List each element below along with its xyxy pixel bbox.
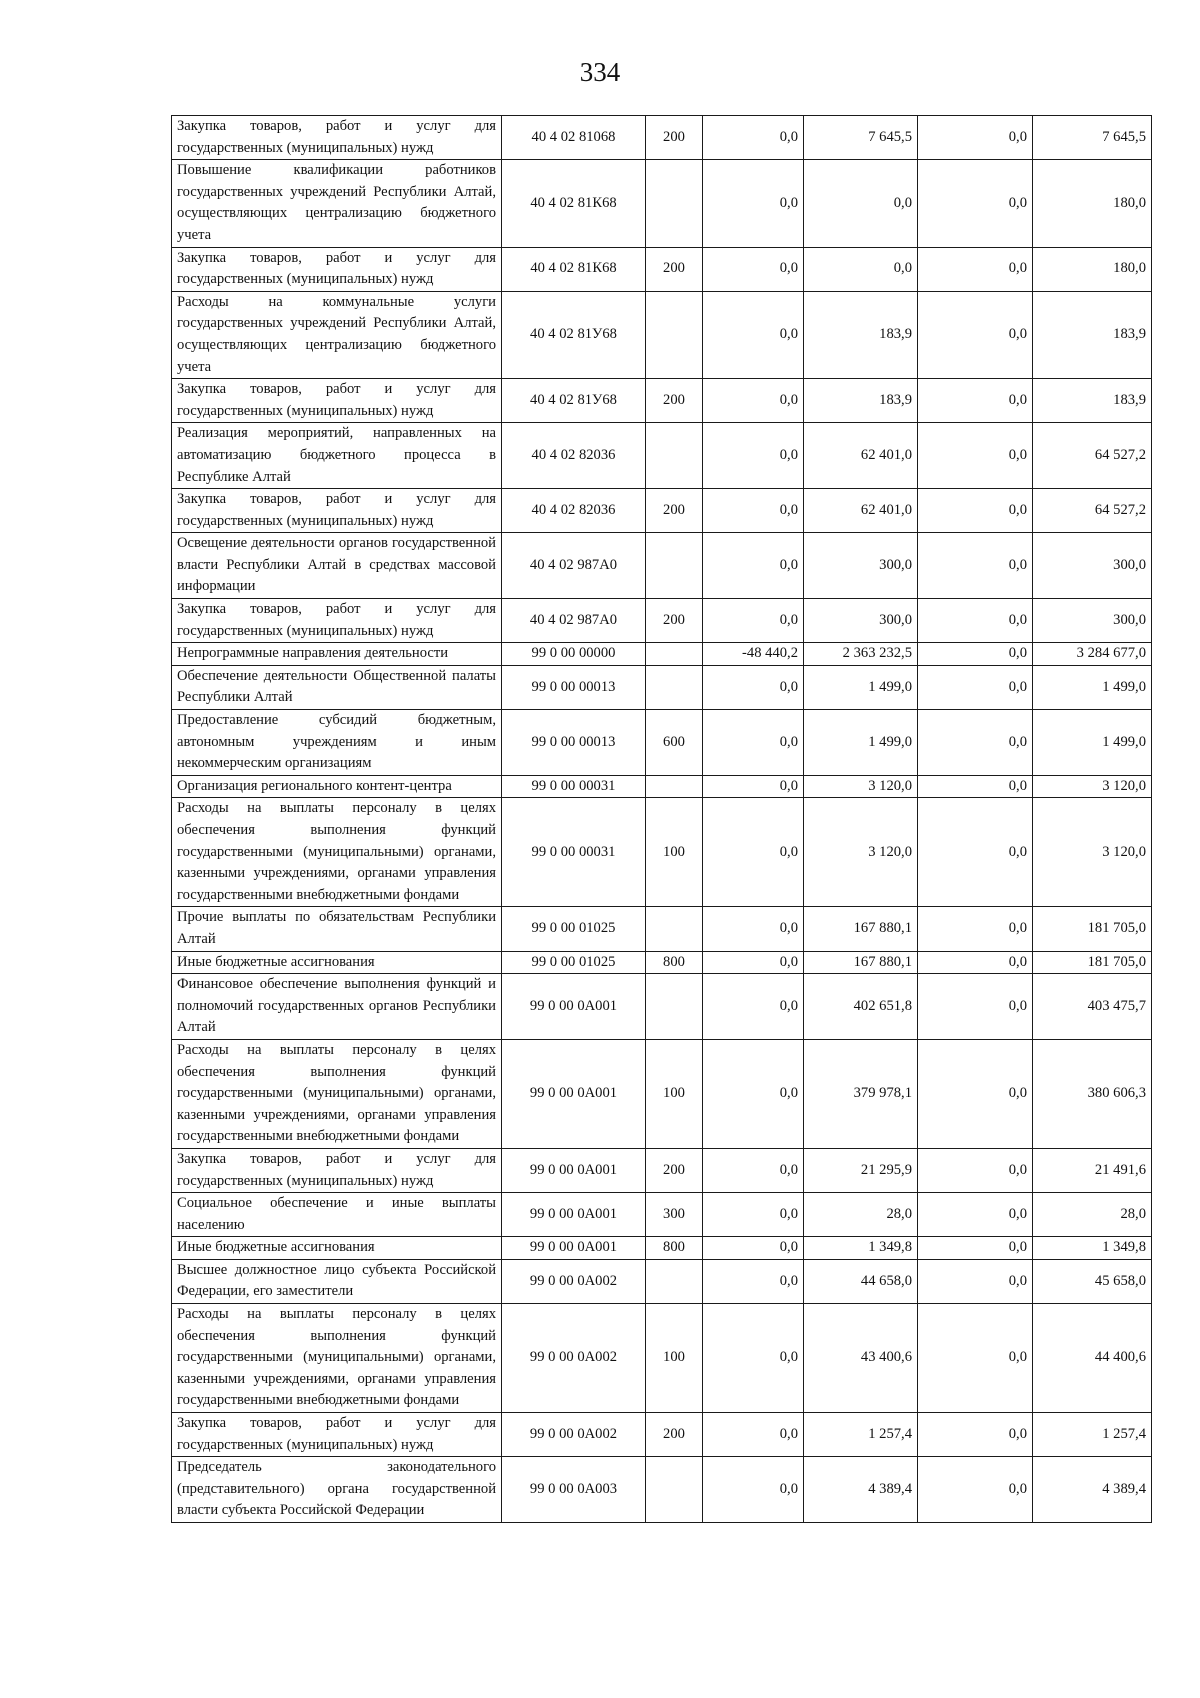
table-row — [172, 1148, 1152, 1192]
row-amount-4-cell: 1 499,0 — [1033, 665, 1152, 709]
row-code-cell: 99 0 00 00013 — [502, 665, 646, 709]
row-amount-2-cell: 3 120,0 — [804, 775, 918, 798]
row-amount-4-cell: 44 400,6 — [1033, 1304, 1152, 1413]
row-amount-4-cell: 183,9 — [1033, 379, 1152, 423]
table-row — [172, 116, 1152, 160]
row-name-cell: Расходы на выплаты персоналу в целях обеспечения выполнения функций государственными (муниципальными) органами, казенными учреждениями, органами управления государственными внебюджетными фондами — [172, 1304, 502, 1413]
row-amount-4-cell: 45 658,0 — [1033, 1259, 1152, 1303]
row-code-cell: 99 0 00 0А002 — [502, 1304, 646, 1413]
budget-table — [171, 115, 1152, 1523]
row-expense-type-cell: 200 — [646, 1148, 703, 1192]
row-code-cell: 99 0 00 0А003 — [502, 1457, 646, 1523]
row-expense-type-cell: 600 — [646, 710, 703, 776]
row-amount-1-cell: 0,0 — [703, 423, 804, 489]
row-amount-1-cell: 0,0 — [703, 379, 804, 423]
row-amount-3-cell: 0,0 — [918, 116, 1033, 160]
row-amount-2-cell: 1 499,0 — [804, 665, 918, 709]
row-amount-3-cell: 0,0 — [918, 1304, 1033, 1413]
row-expense-type-cell: 200 — [646, 116, 703, 160]
row-code-cell: 40 4 02 81У68 — [502, 379, 646, 423]
row-amount-1-cell: 0,0 — [703, 160, 804, 247]
table-row — [172, 489, 1152, 533]
row-amount-3-cell: 0,0 — [918, 247, 1033, 291]
table-row — [172, 379, 1152, 423]
table-row — [172, 974, 1152, 1040]
row-amount-1-cell: 0,0 — [703, 710, 804, 776]
row-code-cell: 40 4 02 82036 — [502, 489, 646, 533]
row-expense-type-cell — [646, 533, 703, 599]
row-code-cell: 40 4 02 987А0 — [502, 599, 646, 643]
row-amount-4-cell: 380 606,3 — [1033, 1039, 1152, 1148]
table-row — [172, 160, 1152, 247]
row-expense-type-cell: 200 — [646, 1413, 703, 1457]
row-name-cell: Председатель законодательного (представительного) органа государственной власти субъекта Российской Федерации — [172, 1457, 502, 1523]
table-row — [172, 1193, 1152, 1237]
table-row — [172, 907, 1152, 951]
row-amount-2-cell: 43 400,6 — [804, 1304, 918, 1413]
row-expense-type-cell: 200 — [646, 247, 703, 291]
row-amount-4-cell: 3 120,0 — [1033, 798, 1152, 907]
row-amount-3-cell: 0,0 — [918, 775, 1033, 798]
row-name-cell: Освещение деятельности органов государственной власти Республики Алтай в средствах массовой информации — [172, 533, 502, 599]
row-amount-2-cell: 402 651,8 — [804, 974, 918, 1040]
row-amount-4-cell: 180,0 — [1033, 247, 1152, 291]
row-amount-2-cell: 7 645,5 — [804, 116, 918, 160]
row-amount-1-cell: 0,0 — [703, 951, 804, 974]
row-amount-4-cell: 1 499,0 — [1033, 710, 1152, 776]
row-code-cell: 40 4 02 81К68 — [502, 160, 646, 247]
row-amount-2-cell: 44 658,0 — [804, 1259, 918, 1303]
row-amount-1-cell: 0,0 — [703, 665, 804, 709]
row-amount-4-cell: 28,0 — [1033, 1193, 1152, 1237]
row-amount-3-cell: 0,0 — [918, 798, 1033, 907]
row-name-cell: Реализация мероприятий, направленных на автоматизацию бюджетного процесса в Республике Алтай — [172, 423, 502, 489]
row-code-cell: 99 0 00 00031 — [502, 798, 646, 907]
table-row — [172, 423, 1152, 489]
table-row — [172, 775, 1152, 798]
row-amount-3-cell: 0,0 — [918, 489, 1033, 533]
row-amount-3-cell: 0,0 — [918, 1237, 1033, 1260]
row-expense-type-cell — [646, 291, 703, 378]
row-amount-3-cell: 0,0 — [918, 599, 1033, 643]
table-row — [172, 1237, 1152, 1260]
row-amount-4-cell: 180,0 — [1033, 160, 1152, 247]
row-name-cell: Высшее должностное лицо субъекта Российской Федерации, его заместители — [172, 1259, 502, 1303]
row-name-cell: Прочие выплаты по обязательствам Республики Алтай — [172, 907, 502, 951]
table-row — [172, 1259, 1152, 1303]
row-code-cell: 99 0 00 0А001 — [502, 1237, 646, 1260]
row-amount-1-cell: 0,0 — [703, 1413, 804, 1457]
table-row — [172, 1039, 1152, 1148]
row-amount-1-cell: 0,0 — [703, 247, 804, 291]
row-name-cell: Закупка товаров, работ и услуг для государственных (муниципальных) нужд — [172, 489, 502, 533]
table-row — [172, 533, 1152, 599]
row-code-cell: 99 0 00 01025 — [502, 951, 646, 974]
row-name-cell: Закупка товаров, работ и услуг для государственных (муниципальных) нужд — [172, 379, 502, 423]
row-amount-1-cell: 0,0 — [703, 1039, 804, 1148]
row-amount-4-cell: 1 349,8 — [1033, 1237, 1152, 1260]
table-row — [172, 798, 1152, 907]
row-name-cell: Организация регионального контент-центра — [172, 775, 502, 798]
row-amount-2-cell: 4 389,4 — [804, 1457, 918, 1523]
row-name-cell: Расходы на выплаты персоналу в целях обеспечения выполнения функций государственными (муниципальными) органами, казенными учреждениями, органами управления государственными внебюджетными фондами — [172, 798, 502, 907]
row-amount-3-cell: 0,0 — [918, 533, 1033, 599]
row-amount-1-cell: 0,0 — [703, 775, 804, 798]
row-amount-4-cell: 300,0 — [1033, 533, 1152, 599]
row-amount-1-cell: -48 440,2 — [703, 643, 804, 666]
row-amount-4-cell: 7 645,5 — [1033, 116, 1152, 160]
row-amount-2-cell: 300,0 — [804, 599, 918, 643]
row-amount-3-cell: 0,0 — [918, 665, 1033, 709]
row-name-cell: Расходы на коммунальные услуги государственных учреждений Республики Алтай, осуществляющих централизацию бюджетного учета — [172, 291, 502, 378]
row-amount-2-cell: 1 257,4 — [804, 1413, 918, 1457]
row-amount-3-cell: 0,0 — [918, 974, 1033, 1040]
row-expense-type-cell: 200 — [646, 599, 703, 643]
row-code-cell: 40 4 02 987А0 — [502, 533, 646, 599]
row-amount-4-cell: 64 527,2 — [1033, 489, 1152, 533]
row-code-cell: 40 4 02 81К68 — [502, 247, 646, 291]
row-code-cell: 99 0 00 00013 — [502, 710, 646, 776]
row-amount-4-cell: 403 475,7 — [1033, 974, 1152, 1040]
row-amount-1-cell: 0,0 — [703, 907, 804, 951]
row-amount-1-cell: 0,0 — [703, 116, 804, 160]
row-amount-1-cell: 0,0 — [703, 974, 804, 1040]
row-amount-2-cell: 1 349,8 — [804, 1237, 918, 1260]
row-code-cell: 99 0 00 00031 — [502, 775, 646, 798]
row-code-cell: 40 4 02 82036 — [502, 423, 646, 489]
table-row — [172, 1304, 1152, 1413]
table-row — [172, 951, 1152, 974]
row-expense-type-cell: 300 — [646, 1193, 703, 1237]
row-code-cell: 99 0 00 00000 — [502, 643, 646, 666]
row-amount-3-cell: 0,0 — [918, 1193, 1033, 1237]
row-name-cell: Закупка товаров, работ и услуг для государственных (муниципальных) нужд — [172, 1148, 502, 1192]
row-amount-2-cell: 379 978,1 — [804, 1039, 918, 1148]
row-amount-4-cell: 64 527,2 — [1033, 423, 1152, 489]
row-amount-1-cell: 0,0 — [703, 1304, 804, 1413]
row-amount-1-cell: 0,0 — [703, 798, 804, 907]
row-expense-type-cell: 200 — [646, 489, 703, 533]
row-amount-4-cell: 3 284 677,0 — [1033, 643, 1152, 666]
row-name-cell: Закупка товаров, работ и услуг для государственных (муниципальных) нужд — [172, 116, 502, 160]
row-amount-4-cell: 1 257,4 — [1033, 1413, 1152, 1457]
row-amount-1-cell: 0,0 — [703, 1237, 804, 1260]
table-row — [172, 643, 1152, 666]
page-number: 334 — [579, 57, 621, 87]
row-expense-type-cell: 200 — [646, 379, 703, 423]
row-amount-3-cell: 0,0 — [918, 907, 1033, 951]
table-row — [172, 1413, 1152, 1457]
row-amount-2-cell: 0,0 — [804, 247, 918, 291]
row-name-cell: Обеспечение деятельности Общественной палаты Республики Алтай — [172, 665, 502, 709]
row-code-cell: 99 0 00 0А002 — [502, 1413, 646, 1457]
row-expense-type-cell: 800 — [646, 951, 703, 974]
row-amount-3-cell: 0,0 — [918, 951, 1033, 974]
row-expense-type-cell: 100 — [646, 1304, 703, 1413]
row-amount-4-cell: 3 120,0 — [1033, 775, 1152, 798]
row-name-cell: Закупка товаров, работ и услуг для государственных (муниципальных) нужд — [172, 247, 502, 291]
row-name-cell: Социальное обеспечение и иные выплаты населению — [172, 1193, 502, 1237]
row-code-cell: 99 0 00 0А001 — [502, 1148, 646, 1192]
row-amount-3-cell: 0,0 — [918, 1457, 1033, 1523]
row-amount-3-cell: 0,0 — [918, 1039, 1033, 1148]
row-amount-3-cell: 0,0 — [918, 1413, 1033, 1457]
row-amount-3-cell: 0,0 — [918, 1148, 1033, 1192]
row-amount-1-cell: 0,0 — [703, 291, 804, 378]
row-code-cell: 40 4 02 81У68 — [502, 291, 646, 378]
row-amount-2-cell: 167 880,1 — [804, 907, 918, 951]
row-amount-3-cell: 0,0 — [918, 1259, 1033, 1303]
row-expense-type-cell — [646, 1457, 703, 1523]
row-expense-type-cell — [646, 643, 703, 666]
row-amount-4-cell: 4 389,4 — [1033, 1457, 1152, 1523]
row-amount-1-cell: 0,0 — [703, 1148, 804, 1192]
row-name-cell: Финансовое обеспечение выполнения функций и полномочий государственных органов Республики Алтай — [172, 974, 502, 1040]
table-row — [172, 665, 1152, 709]
row-name-cell: Повышение квалификации работников государственных учреждений Республики Алтай, осуществляющих централизацию бюджетного учета — [172, 160, 502, 247]
row-amount-2-cell: 300,0 — [804, 533, 918, 599]
row-name-cell: Иные бюджетные ассигнования — [172, 951, 502, 974]
row-expense-type-cell: 100 — [646, 798, 703, 907]
row-amount-4-cell: 181 705,0 — [1033, 907, 1152, 951]
row-amount-2-cell: 183,9 — [804, 379, 918, 423]
row-amount-3-cell: 0,0 — [918, 379, 1033, 423]
row-code-cell: 99 0 00 0А001 — [502, 1193, 646, 1237]
row-code-cell: 99 0 00 0А001 — [502, 1039, 646, 1148]
row-name-cell: Иные бюджетные ассигнования — [172, 1237, 502, 1260]
row-amount-1-cell: 0,0 — [703, 1457, 804, 1523]
row-amount-3-cell: 0,0 — [918, 710, 1033, 776]
row-amount-2-cell: 2 363 232,5 — [804, 643, 918, 666]
row-expense-type-cell — [646, 907, 703, 951]
row-code-cell: 99 0 00 0А002 — [502, 1259, 646, 1303]
row-amount-1-cell: 0,0 — [703, 533, 804, 599]
row-amount-3-cell: 0,0 — [918, 643, 1033, 666]
row-amount-3-cell: 0,0 — [918, 423, 1033, 489]
row-amount-2-cell: 167 880,1 — [804, 951, 918, 974]
row-amount-2-cell: 1 499,0 — [804, 710, 918, 776]
row-expense-type-cell: 800 — [646, 1237, 703, 1260]
row-amount-2-cell: 28,0 — [804, 1193, 918, 1237]
row-expense-type-cell: 100 — [646, 1039, 703, 1148]
row-code-cell: 99 0 00 0А001 — [502, 974, 646, 1040]
budget-table-body — [172, 116, 1152, 1523]
row-amount-2-cell: 62 401,0 — [804, 423, 918, 489]
row-code-cell: 40 4 02 81068 — [502, 116, 646, 160]
row-amount-3-cell: 0,0 — [918, 291, 1033, 378]
row-name-cell: Расходы на выплаты персоналу в целях обеспечения выполнения функций государственными (муниципальными) органами, казенными учреждениями, органами управления государственными внебюджетными фондами — [172, 1039, 502, 1148]
row-expense-type-cell — [646, 423, 703, 489]
row-amount-1-cell: 0,0 — [703, 599, 804, 643]
row-expense-type-cell — [646, 1259, 703, 1303]
row-amount-4-cell: 183,9 — [1033, 291, 1152, 378]
row-code-cell: 99 0 00 01025 — [502, 907, 646, 951]
table-row — [172, 291, 1152, 378]
row-name-cell: Закупка товаров, работ и услуг для государственных (муниципальных) нужд — [172, 1413, 502, 1457]
row-amount-2-cell: 21 295,9 — [804, 1148, 918, 1192]
row-amount-2-cell: 183,9 — [804, 291, 918, 378]
row-amount-1-cell: 0,0 — [703, 489, 804, 533]
row-amount-1-cell: 0,0 — [703, 1193, 804, 1237]
table-row — [172, 599, 1152, 643]
table-row — [172, 1457, 1152, 1523]
row-name-cell: Непрограммные направления деятельности — [172, 643, 502, 666]
table-row — [172, 247, 1152, 291]
row-name-cell: Закупка товаров, работ и услуг для государственных (муниципальных) нужд — [172, 599, 502, 643]
row-amount-3-cell: 0,0 — [918, 160, 1033, 247]
row-amount-2-cell: 0,0 — [804, 160, 918, 247]
table-row — [172, 710, 1152, 776]
row-expense-type-cell — [646, 974, 703, 1040]
row-expense-type-cell — [646, 160, 703, 247]
row-amount-4-cell: 300,0 — [1033, 599, 1152, 643]
row-amount-2-cell: 62 401,0 — [804, 489, 918, 533]
row-amount-4-cell: 181 705,0 — [1033, 951, 1152, 974]
row-amount-2-cell: 3 120,0 — [804, 798, 918, 907]
row-expense-type-cell — [646, 775, 703, 798]
row-amount-1-cell: 0,0 — [703, 1259, 804, 1303]
row-expense-type-cell — [646, 665, 703, 709]
row-amount-4-cell: 21 491,6 — [1033, 1148, 1152, 1192]
row-name-cell: Предоставление субсидий бюджетным, автономным учреждениям и иным некоммерческим организациям — [172, 710, 502, 776]
